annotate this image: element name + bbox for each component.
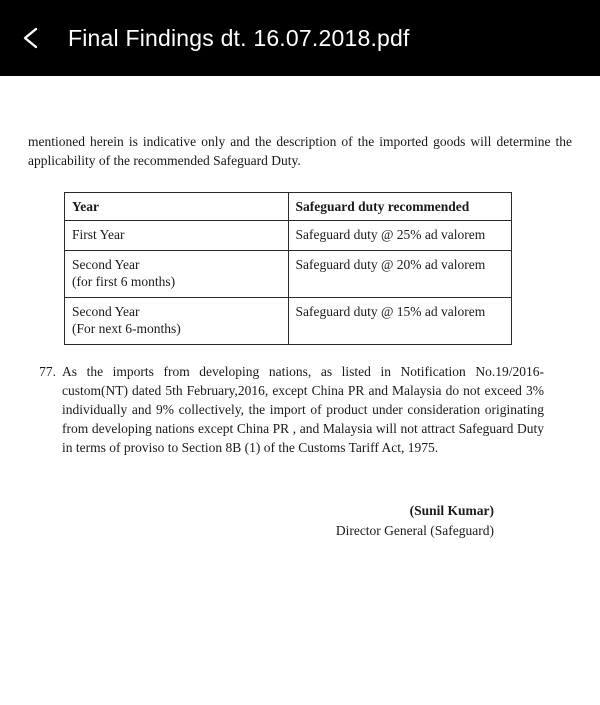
cell-duty: Safeguard duty @ 20% ad valorem xyxy=(288,251,512,298)
signatory-name: (Sunil Kumar) xyxy=(409,503,494,518)
cell-year xyxy=(65,298,289,345)
column-header-duty: Safeguard duty recommended xyxy=(288,193,512,221)
cell-year xyxy=(65,251,289,298)
document-title: Final Findings dt. 16.07.2018.pdf xyxy=(68,24,410,51)
clause-77 xyxy=(36,362,544,457)
cell-year-sub: (For next 6-months) xyxy=(72,321,181,336)
column-header-year: Year xyxy=(65,193,289,221)
cell-year xyxy=(65,221,289,251)
signature-block xyxy=(28,501,572,540)
table-row xyxy=(65,298,512,345)
cell-year-main: Second Year xyxy=(72,257,140,272)
top-app-bar xyxy=(0,0,600,76)
back-button[interactable] xyxy=(10,16,54,60)
clause-number: 77. xyxy=(39,364,56,379)
table-header-row xyxy=(65,193,512,221)
cell-duty: Safeguard duty @ 15% ad valorem xyxy=(288,298,512,345)
table-row xyxy=(65,251,512,298)
document-body xyxy=(0,76,600,540)
cell-year-main: Second Year xyxy=(72,304,140,319)
cell-year-sub: (for first 6 months) xyxy=(72,274,176,289)
cell-year-main: First Year xyxy=(72,227,125,242)
clause-text: As the imports from developing nations, as listed in Notification No.19/2016-custom(NT) dated 5th February,2016, except China PR and Malaysia do not exceed 3% individually and 9% collectively, the import of product under consideration originating from developing nations except China PR , and Malaysia will not attract Safeguard Duty in terms of proviso to Section 8B (1) of the Customs Tariff Act, 1975. xyxy=(62,364,544,455)
signatory-title: Director General (Safeguard) xyxy=(335,523,494,538)
safeguard-duty-table xyxy=(64,192,512,345)
chevron-left-icon xyxy=(19,25,45,51)
safeguard-duty-table-wrapper xyxy=(64,192,512,345)
cell-duty: Safeguard duty @ 25% ad valorem xyxy=(288,221,512,251)
intro-paragraph: mentioned herein is indicative only and the description of the imported goods will determine the applicability of the recommended Safeguard Duty. xyxy=(28,134,572,168)
pdf-page[interactable] xyxy=(0,76,600,705)
table-row xyxy=(65,221,512,251)
